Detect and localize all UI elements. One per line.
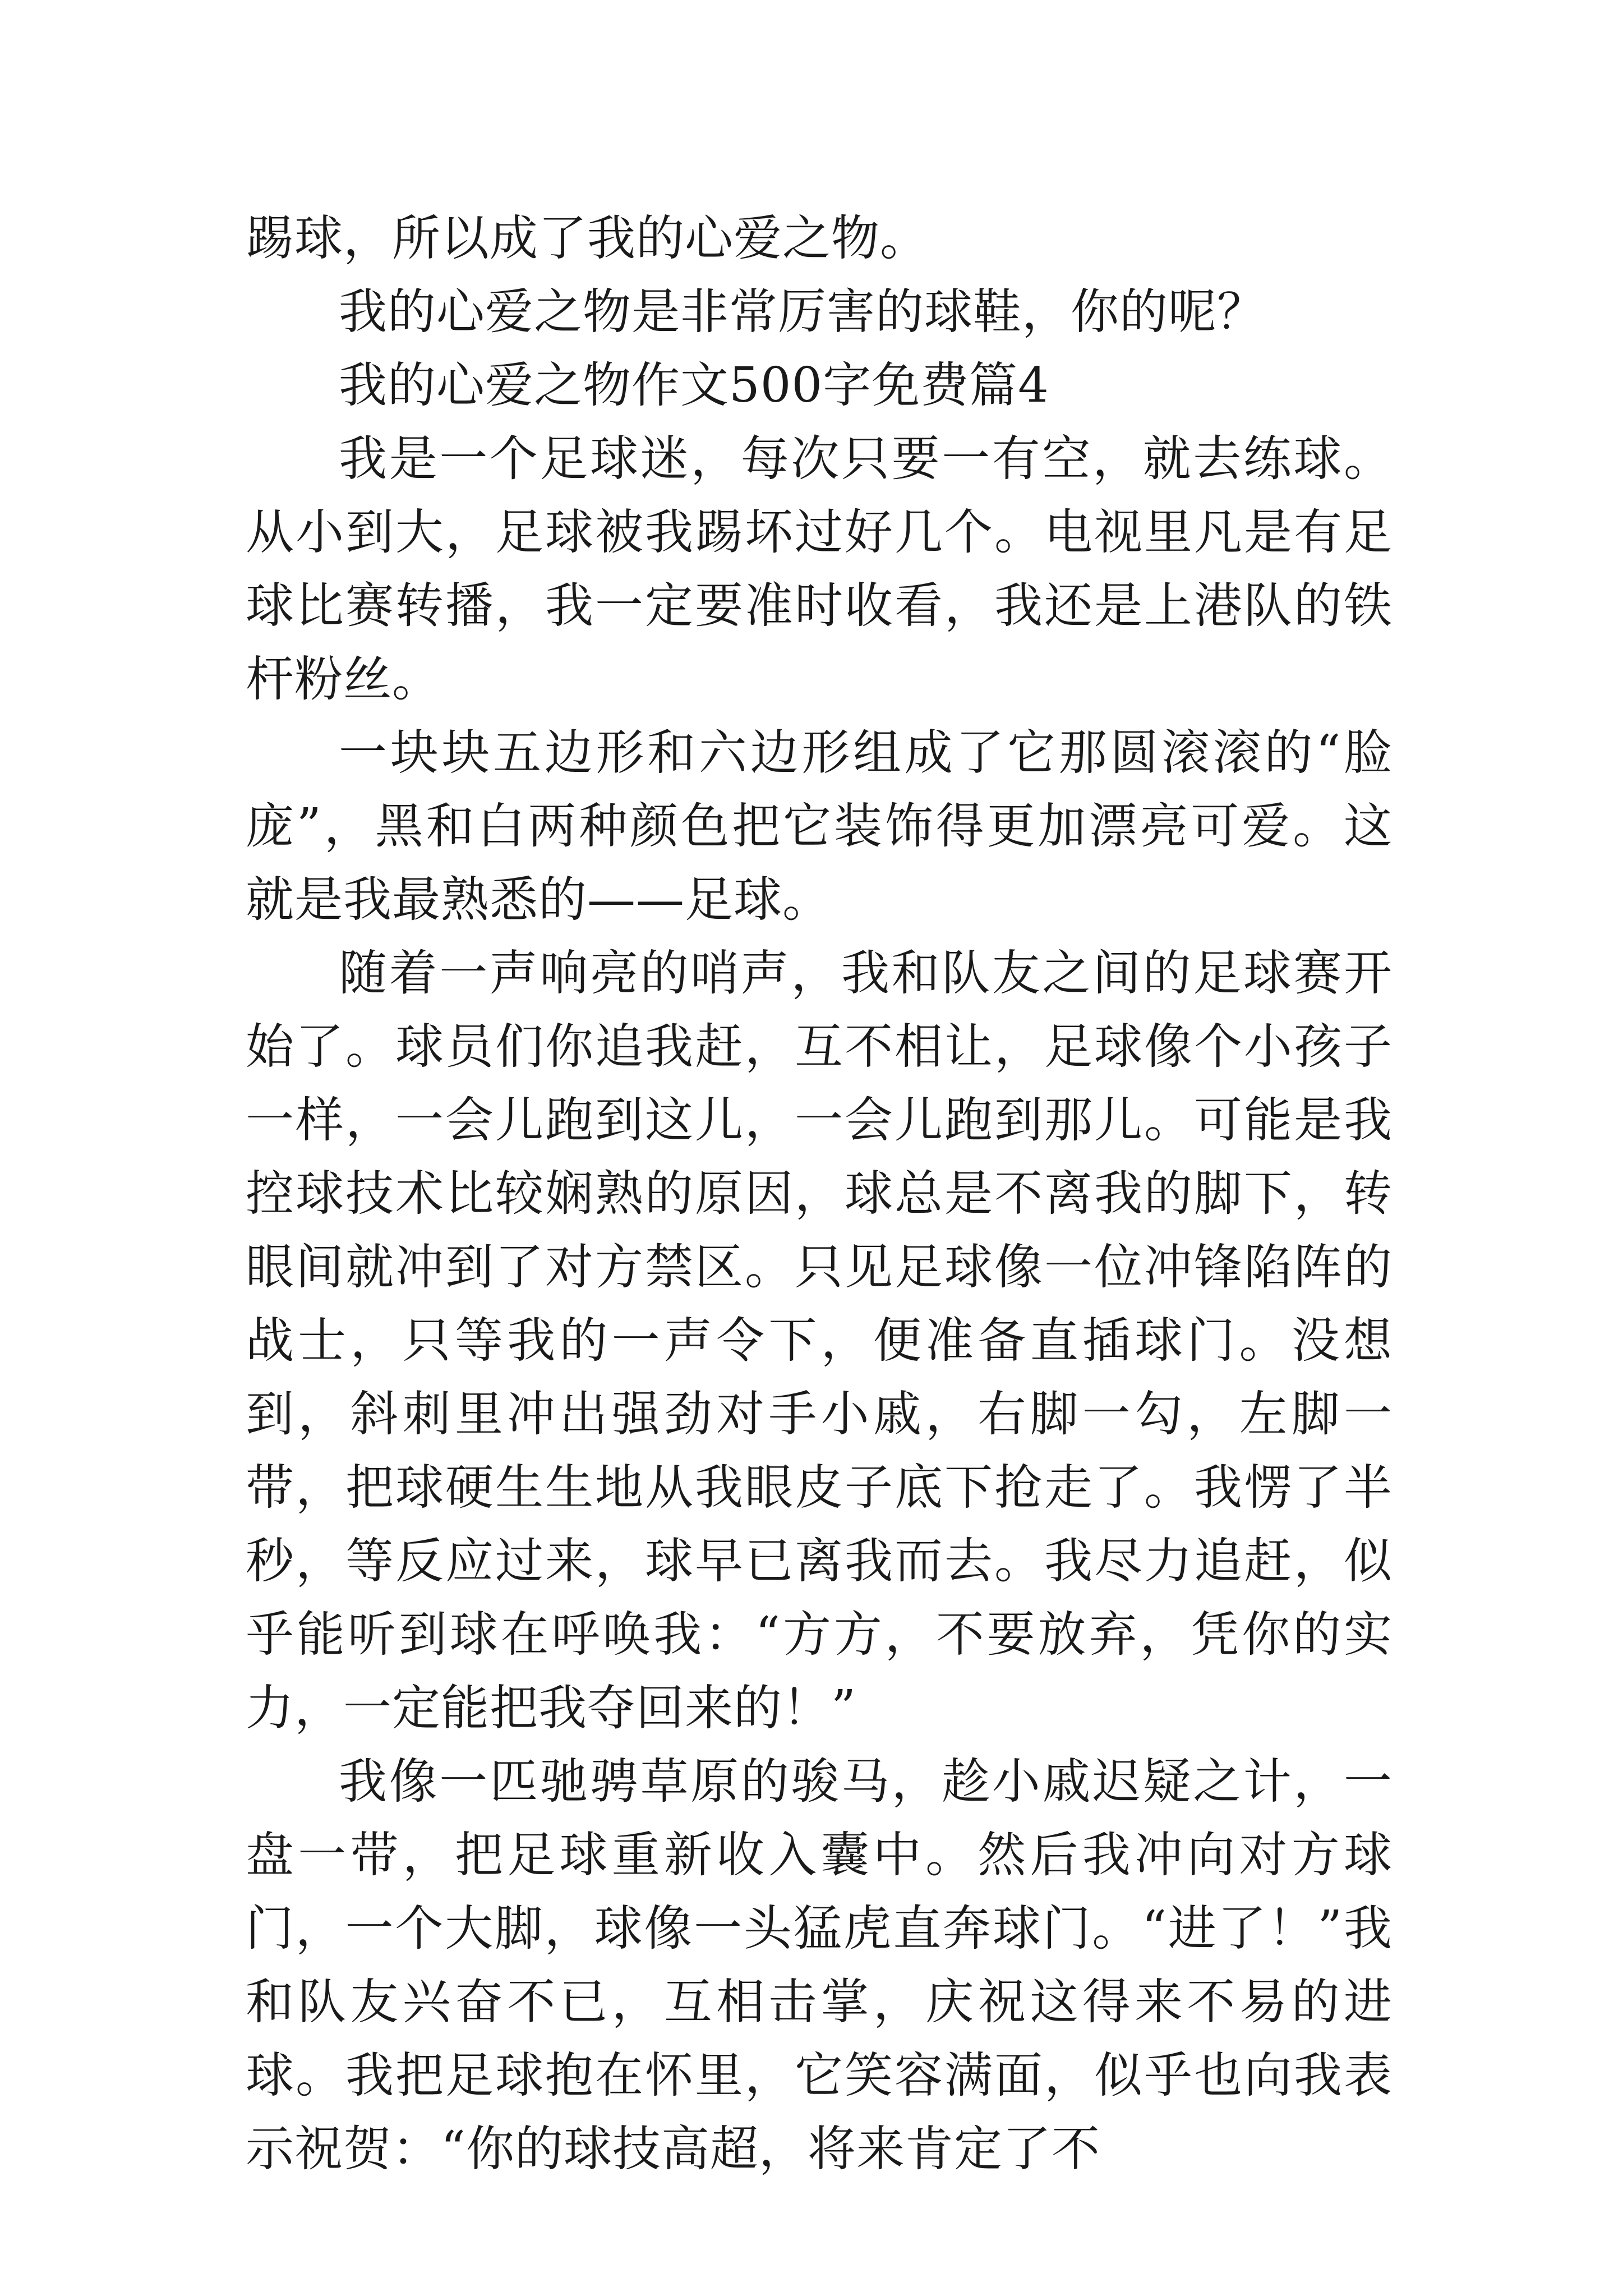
paragraph: 一块块五边形和六边形组成了它那圆滚滚的“脸庞”，黑和白两种颜色把它装饰得更加漂亮可爱。这就是我最熟悉的——足球。 bbox=[246, 725, 1393, 928]
document-body bbox=[246, 202, 1393, 2186]
section-heading: 我的心爱之物作文500字免费篇4 bbox=[339, 357, 1049, 413]
paragraph: 我的心爱之物是非常厉害的球鞋，你的呢？ bbox=[339, 284, 1266, 340]
paragraph: 随着一声响亮的哨声，我和队友之间的足球赛开始了。球员们你追我赶，互不相让，足球像个小孩子一样，一会儿跑到这儿，一会儿跑到那儿。可能是我控球技术比较娴熟的原因，球总是不离我的脚下，转眼间就冲到了对方禁区。只见足球像一位冲锋陷阵的战士，只等我的一声令下，便准备直插球门。没想到，斜刺里冲出强劲对手小戚，右脚一勾，左脚一带，把球硬生生地从我眼皮子底下抢走了。我愣了半秒，等反应过来，球早已离我而去。我尽力追赶，似乎能听到球在呼唤我：“方方，不要放弃，凭你的实力，一定能把我夺回来的！” bbox=[246, 945, 1393, 1736]
paragraph: 我是一个足球迷，每次只要一有空，就去练球。从小到大，足球被我踢坏过好几个。电视里凡是有足球比赛转播，我一定要准时收看，我还是上港队的铁杆粉丝。 bbox=[246, 431, 1393, 707]
paragraph-continuation: 踢球，所以成了我的心爱之物。 bbox=[246, 210, 929, 266]
paragraph: 我像一匹驰骋草原的骏马，趁小戚迟疑之计，一盘一带，把足球重新收入囊中。然后我冲向对方球门，一个大脚，球像一头猛虎直奔球门。“进了！”我和队友兴奋不已，互相击掌，庆祝这得来不易的进球。我把足球抱在怀里，它笑容满面，似乎也向我表示祝贺：“你的球技高超，将来肯定了不 bbox=[246, 1754, 1393, 2177]
